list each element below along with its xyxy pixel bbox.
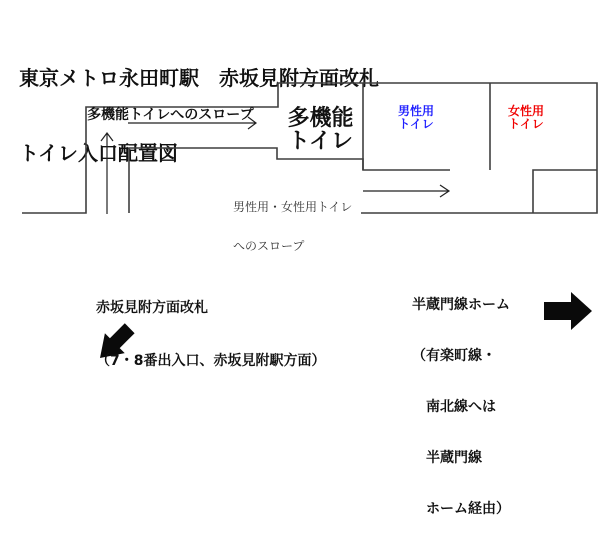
hanzomon-annotation-line5: ホーム経由）: [412, 501, 510, 517]
hanzomon-annotation-line3: 南北線へは: [412, 399, 496, 415]
slope-men-women-label-line2: へのスロープ: [233, 239, 305, 253]
slope-men-women-arrow-icon: [363, 185, 449, 197]
corner-room-wall: [533, 170, 597, 213]
title-line2: トイレ入口配置図: [19, 141, 178, 165]
women-room-label: [491, 105, 561, 131]
gate-annotation-line1: 赤坂見附方面改札: [96, 300, 208, 316]
men-room-label: [381, 105, 451, 131]
women-room-label-line2: トイレ: [508, 117, 544, 131]
women-room-label-line1: 女性用: [507, 104, 544, 118]
hanzomon-annotation: [412, 263, 510, 552]
hanzomon-annotation-line2: （有楽町線・: [412, 348, 496, 364]
men-room-label-line1: 男性用: [397, 104, 434, 118]
multi-room-label-line2: トイレ: [288, 129, 353, 154]
up-arrow-icon: [101, 133, 113, 214]
gate-annotation-line2: （7・8番出入口、赤坂見附駅方面）: [96, 352, 326, 369]
hanzomon-annotation-line1: 半蔵門線ホーム: [412, 297, 510, 313]
arrow-right-icon: [544, 292, 592, 330]
men-room-label-line2: トイレ: [398, 117, 434, 131]
slope-men-women-label-line1: 男性用・女性用トイレ: [233, 200, 353, 214]
multi-room-label-line1: 多機能: [287, 106, 354, 131]
slope-men-women-label: [233, 175, 352, 279]
hanzomon-annotation-line4: 半蔵門線: [412, 450, 482, 466]
title-line1: 東京メトロ永田町駅 赤坂見附方面改札: [19, 66, 379, 90]
gate-annotation: [96, 265, 325, 405]
multi-room-label: [278, 107, 363, 153]
slope-multi-label: 多機能トイレへのスロープ: [87, 107, 254, 123]
